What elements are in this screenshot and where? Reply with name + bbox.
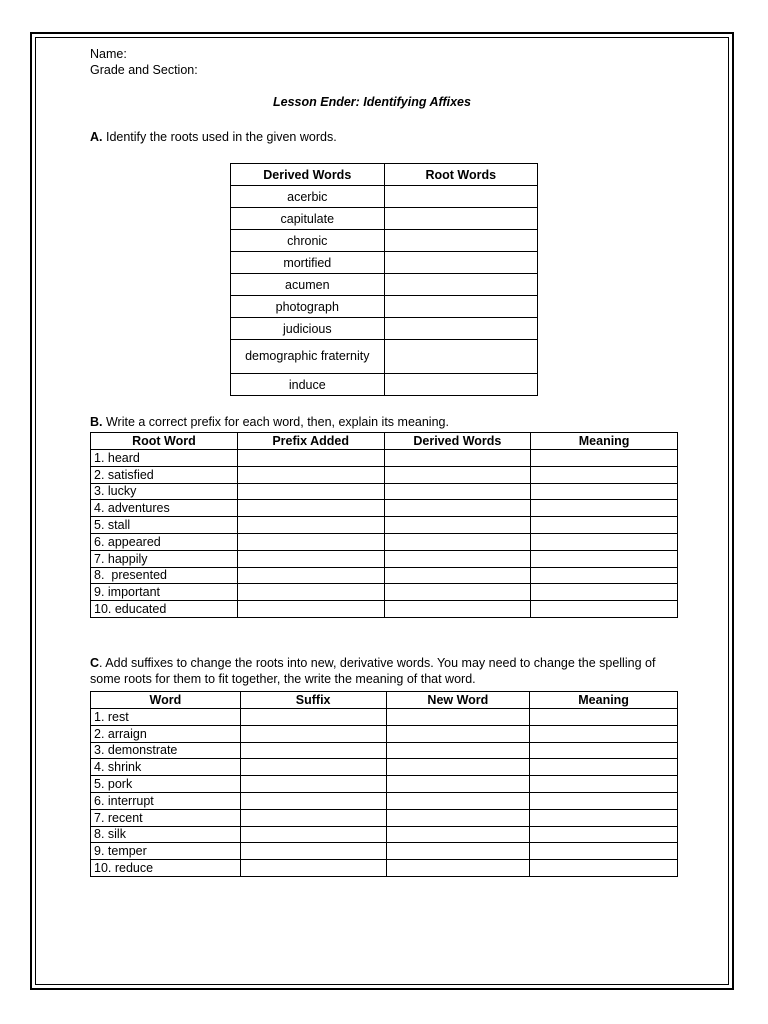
suffix-answer-cell[interactable] [240,843,386,860]
derived-word-cell: acumen [231,274,385,296]
derived-word-answer-cell[interactable] [384,601,531,618]
table-row [91,742,678,759]
column-header: Meaning [531,433,678,450]
new-word-answer-cell[interactable] [386,709,530,726]
table-row [91,466,678,483]
derived-word-cell: judicious [231,318,385,340]
section-a-table [230,163,538,396]
derived-word-answer-cell[interactable] [384,466,531,483]
derived-word-answer-cell[interactable] [384,584,531,601]
table-row [231,230,538,252]
word-cell: 3. demonstrate [91,742,241,759]
word-cell: 9. temper [91,843,241,860]
column-header: Suffix [240,692,386,709]
table-row [91,550,678,567]
meaning-answer-cell[interactable] [530,725,678,742]
root-word-answer-cell[interactable] [384,374,537,396]
word-cell: 8. silk [91,826,241,843]
table-row [91,517,678,534]
table-row [91,843,678,860]
section-c-instruction [90,655,680,687]
column-header: Root Word [91,433,238,450]
table-row [91,776,678,793]
suffix-answer-cell[interactable] [240,725,386,742]
derived-word-cell: capitulate [231,208,385,230]
root-word-cell: 1. heard [91,450,238,467]
column-header: Meaning [530,692,678,709]
table-header-row [91,433,678,450]
suffix-answer-cell[interactable] [240,860,386,877]
meaning-answer-cell[interactable] [531,517,678,534]
table-row [91,759,678,776]
prefix-answer-cell[interactable] [237,601,384,618]
section-b-text: Write a correct prefix for each word, then, explain its meaning. [102,415,449,429]
table-row [231,274,538,296]
meaning-answer-cell[interactable] [530,742,678,759]
column-header: Word [91,692,241,709]
table-row [91,826,678,843]
prefix-answer-cell[interactable] [237,550,384,567]
table-row [91,709,678,726]
root-word-cell: 2. satisfied [91,466,238,483]
new-word-answer-cell[interactable] [386,725,530,742]
table-row [231,374,538,396]
root-word-cell: 10. educated [91,601,238,618]
new-word-answer-cell[interactable] [386,860,530,877]
meaning-answer-cell[interactable] [531,450,678,467]
prefix-answer-cell[interactable] [237,500,384,517]
table-row [91,533,678,550]
meaning-answer-cell[interactable] [530,792,678,809]
table-row [91,809,678,826]
derived-word-cell: photograph [231,296,385,318]
root-word-answer-cell[interactable] [384,296,537,318]
derived-word-answer-cell[interactable] [384,533,531,550]
derived-word-cell: acerbic [231,186,385,208]
new-word-answer-cell[interactable] [386,792,530,809]
root-word-answer-cell[interactable] [384,208,537,230]
name-label: Name: [90,47,127,61]
new-word-answer-cell[interactable] [386,826,530,843]
worksheet-title: Lesson Ender: Identifying Affixes [273,95,471,109]
meaning-answer-cell[interactable] [531,500,678,517]
section-c-label: C [90,656,100,670]
table-row [91,584,678,601]
prefix-answer-cell[interactable] [237,533,384,550]
new-word-answer-cell[interactable] [386,809,530,826]
suffix-answer-cell[interactable] [240,792,386,809]
table-row [231,208,538,230]
column-header: Derived Words [231,164,385,186]
word-cell: 6. interrupt [91,792,241,809]
meaning-answer-cell[interactable] [531,533,678,550]
new-word-answer-cell[interactable] [386,843,530,860]
table-row [91,500,678,517]
section-a-text: Identify the roots used in the given words. [102,130,337,144]
root-word-answer-cell[interactable] [384,186,537,208]
root-word-answer-cell[interactable] [384,252,537,274]
meaning-answer-cell[interactable] [530,709,678,726]
word-cell: 5. pork [91,776,241,793]
column-header: New Word [386,692,530,709]
table-row [231,252,538,274]
root-word-cell: 3. lucky [91,483,238,500]
derived-word-cell: chronic [231,230,385,252]
meaning-answer-cell[interactable] [531,601,678,618]
derived-word-answer-cell[interactable] [384,450,531,467]
meaning-answer-cell[interactable] [530,860,678,877]
table-row [91,792,678,809]
table-row [91,725,678,742]
meaning-answer-cell[interactable] [530,809,678,826]
suffix-answer-cell[interactable] [240,709,386,726]
column-header: Root Words [384,164,537,186]
suffix-answer-cell[interactable] [240,776,386,793]
section-b-table [90,432,678,618]
section-c-table [90,691,678,877]
section-c-text: . Add suffixes to change the roots into new, derivative words. You may need to change the spelling of some roots for them to fit together, the write the meaning of that word. [90,656,656,686]
section-b-label: B. [90,415,103,429]
suffix-answer-cell[interactable] [240,809,386,826]
new-word-answer-cell[interactable] [386,776,530,793]
root-word-cell: 7. happily [91,550,238,567]
prefix-answer-cell[interactable] [237,517,384,534]
section-b-instruction [90,415,449,430]
derived-word-cell: demographic fraternity [231,340,385,374]
meaning-answer-cell[interactable] [531,550,678,567]
prefix-answer-cell[interactable] [237,567,384,584]
meaning-answer-cell[interactable] [531,567,678,584]
word-cell: 7. recent [91,809,241,826]
prefix-answer-cell[interactable] [237,450,384,467]
suffix-answer-cell[interactable] [240,826,386,843]
derived-word-cell: mortified [231,252,385,274]
word-cell: 1. rest [91,709,241,726]
column-header: Prefix Added [237,433,384,450]
root-word-cell: 6. appeared [91,533,238,550]
table-row [231,318,538,340]
prefix-answer-cell[interactable] [237,584,384,601]
prefix-answer-cell[interactable] [237,466,384,483]
section-a-instruction [90,130,337,145]
meaning-answer-cell[interactable] [530,776,678,793]
table-row [91,483,678,500]
derived-word-answer-cell[interactable] [384,500,531,517]
derived-word-cell: induce [231,374,385,396]
root-word-answer-cell[interactable] [384,274,537,296]
meaning-answer-cell[interactable] [531,466,678,483]
derived-word-answer-cell[interactable] [384,483,531,500]
word-cell: 10. reduce [91,860,241,877]
column-header: Derived Words [384,433,531,450]
table-header-row [91,692,678,709]
root-word-cell: 5. stall [91,517,238,534]
meaning-answer-cell[interactable] [531,584,678,601]
word-cell: 2. arraign [91,725,241,742]
meaning-answer-cell[interactable] [531,483,678,500]
meaning-answer-cell[interactable] [530,826,678,843]
suffix-answer-cell[interactable] [240,742,386,759]
meaning-answer-cell[interactable] [530,759,678,776]
table-row [231,340,538,374]
table-row [231,296,538,318]
prefix-answer-cell[interactable] [237,483,384,500]
derived-word-answer-cell[interactable] [384,517,531,534]
word-cell: 4. shrink [91,759,241,776]
grade-section-label: Grade and Section: [90,63,198,77]
section-a-label: A. [90,130,103,144]
root-word-cell: 8. presented [91,567,238,584]
new-word-answer-cell[interactable] [386,742,530,759]
derived-word-answer-cell[interactable] [384,550,531,567]
root-word-answer-cell[interactable] [384,340,537,374]
root-word-cell: 9. important [91,584,238,601]
table-row [231,186,538,208]
root-word-answer-cell[interactable] [384,230,537,252]
table-row [91,567,678,584]
table-row [91,601,678,618]
table-row [91,450,678,467]
new-word-answer-cell[interactable] [386,759,530,776]
root-word-answer-cell[interactable] [384,318,537,340]
suffix-answer-cell[interactable] [240,759,386,776]
table-header-row [231,164,538,186]
meaning-answer-cell[interactable] [530,843,678,860]
table-row [91,860,678,877]
root-word-cell: 4. adventures [91,500,238,517]
derived-word-answer-cell[interactable] [384,567,531,584]
